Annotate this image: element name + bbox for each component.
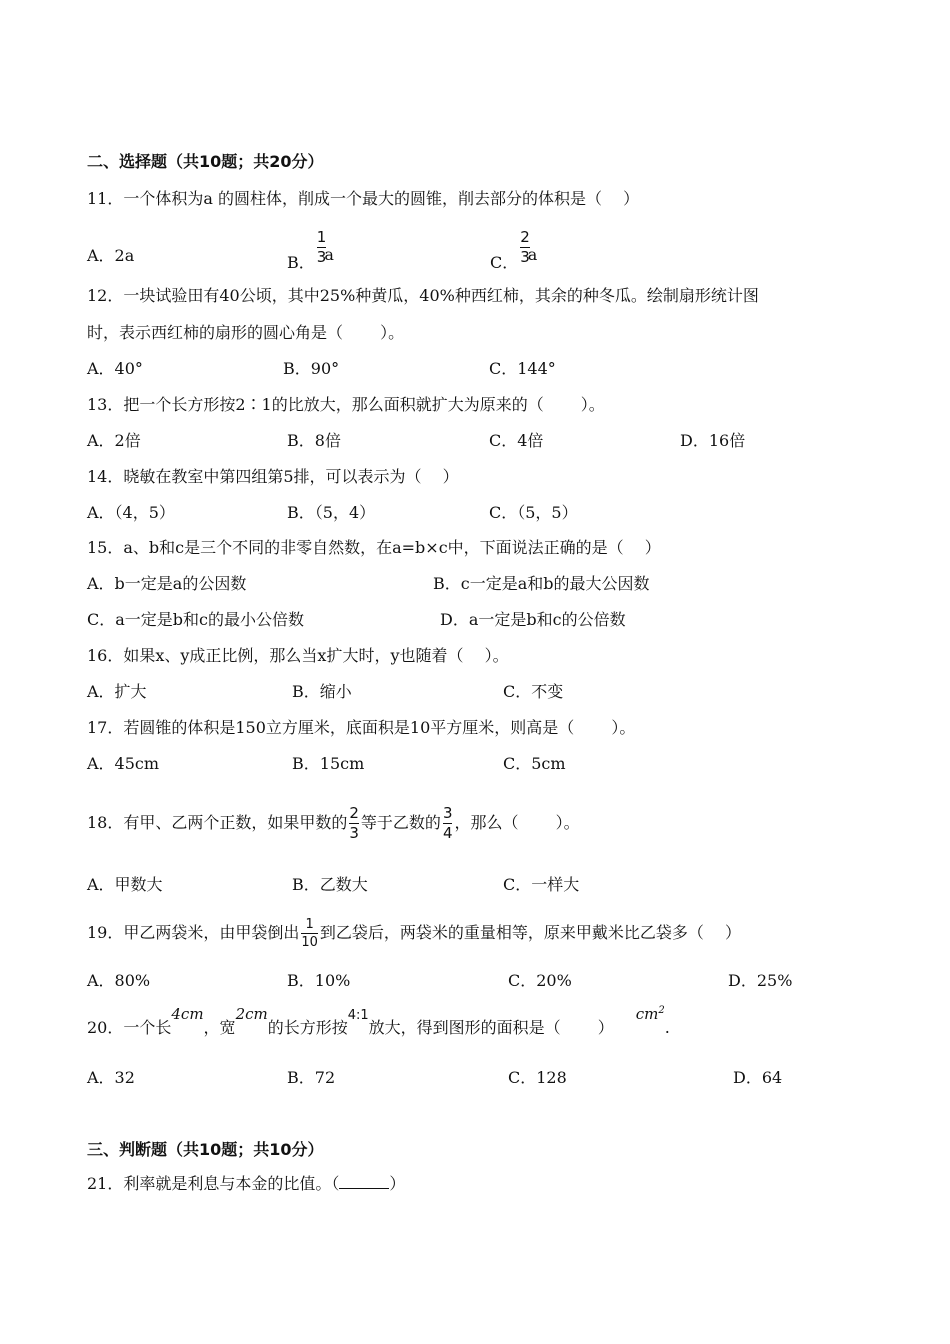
q20-ratio-value: 4:1 (347, 1008, 369, 1023)
q21-answer-blank[interactable] (339, 1174, 389, 1189)
q20-length-value: 4cm (171, 1005, 204, 1023)
q12-option-a: A．40° (87, 359, 143, 378)
question-17: 17．若圆锥的体积是150立方厘米，底面积是10平方厘米，则高是（ ）。 (87, 718, 636, 737)
q11-option-b-prefix: B． (287, 253, 315, 272)
q18-text-1: 18．有甲、乙两个正数，如果甲数的 (87, 813, 348, 832)
q18-option-b: B．乙数大 (292, 875, 368, 894)
q18-text-2: 等于乙数的 (360, 813, 441, 832)
q20-text-1: 20．一个长 (87, 1018, 172, 1037)
q14-option-c: C．（5，5） (489, 503, 578, 522)
q20-option-d: D．64 (733, 1068, 783, 1087)
q21-end: ） (389, 1174, 406, 1193)
q20-text-3: 的长方形按 (267, 1018, 348, 1037)
question-21 (87, 1174, 405, 1194)
q12-option-b: B．90° (283, 359, 340, 378)
q20-text-4: 放大，得到图形的面积是（ ） (368, 1018, 614, 1037)
q18-fraction-1: $\frac{2}{3}$ (349, 804, 359, 842)
q19-option-a: A．80% (87, 971, 151, 990)
q14-option-b: B．（5，4） (287, 503, 376, 522)
q18-fraction-2: $\frac{3}{4}$ (442, 804, 453, 842)
q15-option-d: D．a一定是b和c的公倍数 (440, 610, 626, 629)
q19-text-2: 到乙袋后，两袋米的重量相等，原来甲戴米比乙袋多（ ） (319, 923, 742, 942)
q17-option-b: B．15cm (292, 754, 365, 773)
q14-option-a: A．（4，5） (87, 503, 175, 522)
q19-option-d: D．25% (728, 971, 793, 990)
q16-option-a: A．扩大 (87, 682, 147, 701)
question-16: 16．如果x、y成正比例，那么当x扩大时，y也随着（ ）。 (87, 646, 509, 665)
q11-option-c-prefix: C． (490, 253, 519, 272)
q11-option-a: A．2a (87, 246, 135, 265)
q11-option-b-suffix: a (324, 245, 334, 264)
question-12-line1: 12．一块试验田有40公顷，其中25%种黄瓜，40%种西红柿，其余的种冬瓜。绘制扇形统计图 (87, 286, 759, 305)
q18-option-a: A．甲数大 (87, 875, 163, 894)
q20-width-value: 2cm (235, 1005, 268, 1023)
q11-option-b-fraction: $\frac{1}{3}$ (316, 228, 327, 266)
q12-option-c: C．144° (489, 359, 556, 378)
q16-option-b: B．缩小 (292, 682, 352, 701)
q18-text-3: ，那么（ ）。 (454, 813, 580, 832)
question-15: 15．a、b和c是三个不同的非零自然数，在a=b×c中，下面说法正确的是（ ） (87, 538, 661, 557)
q21-text: 21．利率就是利息与本金的比值。（ (87, 1174, 340, 1193)
question-19 (87, 905, 741, 961)
q15-option-c: C．a一定是b和c的最小公倍数 (87, 610, 304, 629)
q19-fraction: $\frac{1}{10}$ (301, 917, 318, 950)
q15-option-a: A．b一定是a的公因数 (87, 574, 247, 593)
section-title-choice: 二、选择题（共10题；共20分） (87, 152, 324, 171)
q13-option-b: B．8倍 (287, 431, 341, 450)
question-14: 14．晓敏在教室中第四组第5排，可以表示为（ ） (87, 467, 459, 486)
question-11: 11．一个体积为a 的圆柱体，削成一个最大的圆锥，削去部分的体积是（ ） (87, 189, 640, 208)
q13-option-a: A．2倍 (87, 431, 141, 450)
q11-option-c-suffix: a (527, 245, 538, 264)
q11-option-b (287, 228, 338, 272)
q20-text-2: ，宽 (203, 1018, 236, 1037)
q19-option-b: B．10% (287, 971, 351, 990)
q13-option-c: C．4倍 (489, 431, 544, 450)
question-13: 13．把一个长方形按2∶1的比放大，那么面积就扩大为原来的（ ）。 (87, 395, 605, 414)
q15-option-b: B．c一定是a和b的最大公因数 (433, 574, 650, 593)
q20-end: . (664, 1018, 670, 1037)
q20-option-a: A．32 (87, 1068, 135, 1087)
q19-text-1: 19．甲乙两袋米，由甲袋倒出 (87, 923, 300, 942)
q20-unit: $cm^2$ (635, 1005, 665, 1023)
q18-option-c: C．一样大 (503, 875, 580, 894)
question-20 (87, 1005, 670, 1041)
q20-option-c: C．128 (508, 1068, 567, 1087)
question-18 (87, 788, 580, 858)
q11-option-c-fraction: $\frac{2}{3}$ (520, 228, 530, 266)
q17-option-c: C．5cm (503, 754, 566, 773)
section-title-judge: 三、判断题（共10题；共10分） (87, 1140, 324, 1159)
question-12-line2: 时，表示西红柿的扇形的圆心角是（ ）。 (87, 323, 405, 342)
q17-option-a: A．45cm (87, 754, 160, 773)
q20-option-b: B．72 (287, 1068, 336, 1087)
q19-option-c: C．20% (508, 971, 572, 990)
q13-option-d: D．16倍 (680, 431, 746, 450)
q11-option-c (490, 228, 541, 272)
q16-option-c: C．不变 (503, 682, 564, 701)
